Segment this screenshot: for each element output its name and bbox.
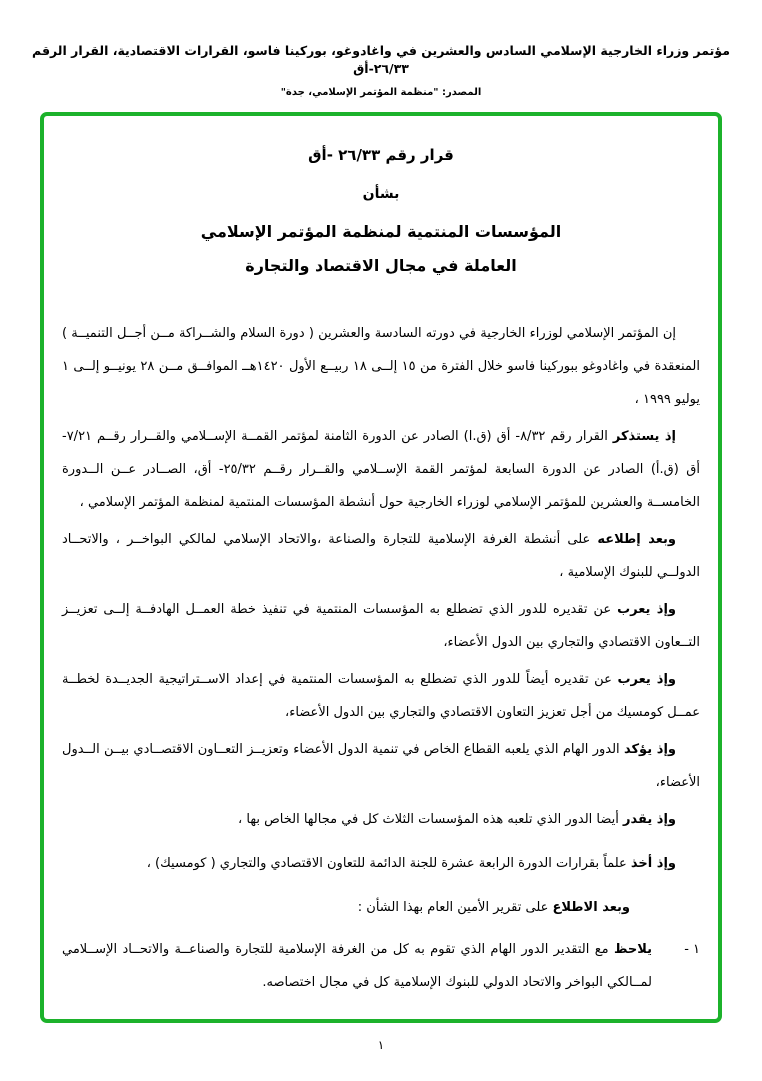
paragraph-lead: وإذ يعرب xyxy=(617,602,676,617)
paragraph-text: إن المؤتمر الإسلامي لوزراء الخارجية في دورته السادسة والعشرين ( دورة السلام والشــراكة مــن أجــل التنميــة ) المنعقدة في واغادوغو ببوركينا فاسو خلال الفترة من ١٥ إلــى ١٨ ربيــع الأول ١٤٢٠هــ الموافــق مــن ٢٨ يونيــو إلــى ١ يوليو ١٩٩٩ ، xyxy=(62,326,701,407)
resolution-title-block xyxy=(62,146,700,275)
resolution-subject-label: بشأن xyxy=(362,186,400,202)
preamble-paragraph xyxy=(62,593,700,659)
header-title: مؤتمر وزراء الخارجية الإسلامي السادس والعشرين في واغادوغو، بوركينا فاسو، القرارات الاقتصادية، القرار الرقم ٢٦/٣٣-أق xyxy=(32,43,730,76)
paragraph-lead: وإذ يؤكد xyxy=(623,742,676,757)
paragraph-lead: وبعد إطلاعه xyxy=(597,532,676,547)
resolution-subject-line2: العاملة في مجال الاقتصاد والتجارة xyxy=(245,256,517,275)
item-lead: يلاحظ xyxy=(613,942,652,957)
item-text: مع التقدير الدور الهام الذي تقوم به كل من الغرفة الإسلامية للتجارة والصناعــة والاتحــاد الإســلامي لمــالكي البواخر والاتحاد الدولي للبنوك الإسلامية كل في مجال اختصاصه. xyxy=(62,942,652,990)
resolution-number: قرار رقم ٢٦/٣٣ -أق xyxy=(308,146,454,164)
paragraph-text: القرار رقم ٨/٣٢- أق (ق.ا) الصادر عن الدورة الثامنة لمؤتمر القمــة الإســلامي والقــرار رقــم ٧/٢١- أق (ق.أ) الصادر عن الدورة السابعة لمؤتمر القمة الإســلامي والقــرار رقــم ٢٥/٣٢- أق، الصــادر عــن الــدورة الخامســة والعشرين للمؤتمر الإسلامي لوزراء الخارجية حول أنشطة المؤسسات المنتمية لمنظمة المؤتمر الإسلامي ، xyxy=(62,429,700,510)
item-number: ١ - xyxy=(684,942,700,957)
preamble-paragraph xyxy=(62,523,700,589)
paragraph-lead: إذ يستذكر xyxy=(612,429,676,444)
paragraph-lead: وإذ أخذ xyxy=(630,856,676,871)
document-header xyxy=(0,0,762,98)
paragraph-text: على تقرير الأمين العام بهذا الشأن : xyxy=(357,900,553,915)
preamble-paragraph xyxy=(62,663,700,729)
operative-item xyxy=(62,933,700,999)
page-number: ١ xyxy=(377,1038,385,1052)
item-paragraph xyxy=(62,933,652,999)
paragraph-text: أيضا الدور الذي تلعبه هذه المؤسسات الثلاث كل في مجالها الخاص بها ، xyxy=(238,812,624,827)
resolution-subject-line1: المؤسسات المنتمية لمنظمة المؤتمر الإسلامي xyxy=(200,222,562,241)
paragraph-lead: وبعد الاطلاع xyxy=(552,900,630,915)
paragraph-text: عن تقديره للدور الذي تضطلع به المؤسسات المنتمية في تنفيذ خطة العمــل الهادفــة إلــى تعزيــز التــعاون الاقتصادي والتجاري بين الدول الأعضاء، xyxy=(62,602,700,650)
resolution-frame xyxy=(40,112,722,1023)
header-source: المصدر: "منظمة المؤتمر الإسلامي، جدة" xyxy=(280,87,482,98)
preamble-paragraph xyxy=(62,803,700,836)
paragraph-text: على أنشطة الغرفة الإسلامية للتجارة والصناعة ،والاتحاد الإسلامي لمالكي البواخــر ، والاتحــاد الدولــي للبنوك الإسلامية ، xyxy=(62,532,700,580)
preamble-paragraph xyxy=(62,317,700,416)
preamble-paragraph xyxy=(62,420,700,519)
paragraph-lead: وإذ يعرب xyxy=(617,672,677,687)
paragraph-text: علماً بقرارات الدورة الرابعة عشرة للجنة الدائمة للتعاون الاقتصادي والتجاري ( كومسيك) ، xyxy=(146,856,631,871)
preamble-paragraph xyxy=(62,847,700,880)
resolution-body xyxy=(62,317,700,999)
preamble-paragraph xyxy=(62,733,700,799)
preamble-paragraph xyxy=(62,891,700,924)
paragraph-lead: وإذ يقدر xyxy=(623,812,676,827)
paragraph-text: عن تقديره أيضاً للدور الذي تضطلع به المؤسسات المنتمية في إعداد الاســتراتيجية الجديــدة لخطــة عمــل كومسيك من أجل تعزيز التعاون الاقتصادي والتجاري بين الدول الأعضاء، xyxy=(62,672,700,720)
paragraph-text: الدور الهام الذي يلعبه القطاع الخاص في تنمية الدول الأعضاء وتعزيــز التعــاون الاقتصــادي بيــن الــدول الأعضاء، xyxy=(62,742,700,790)
